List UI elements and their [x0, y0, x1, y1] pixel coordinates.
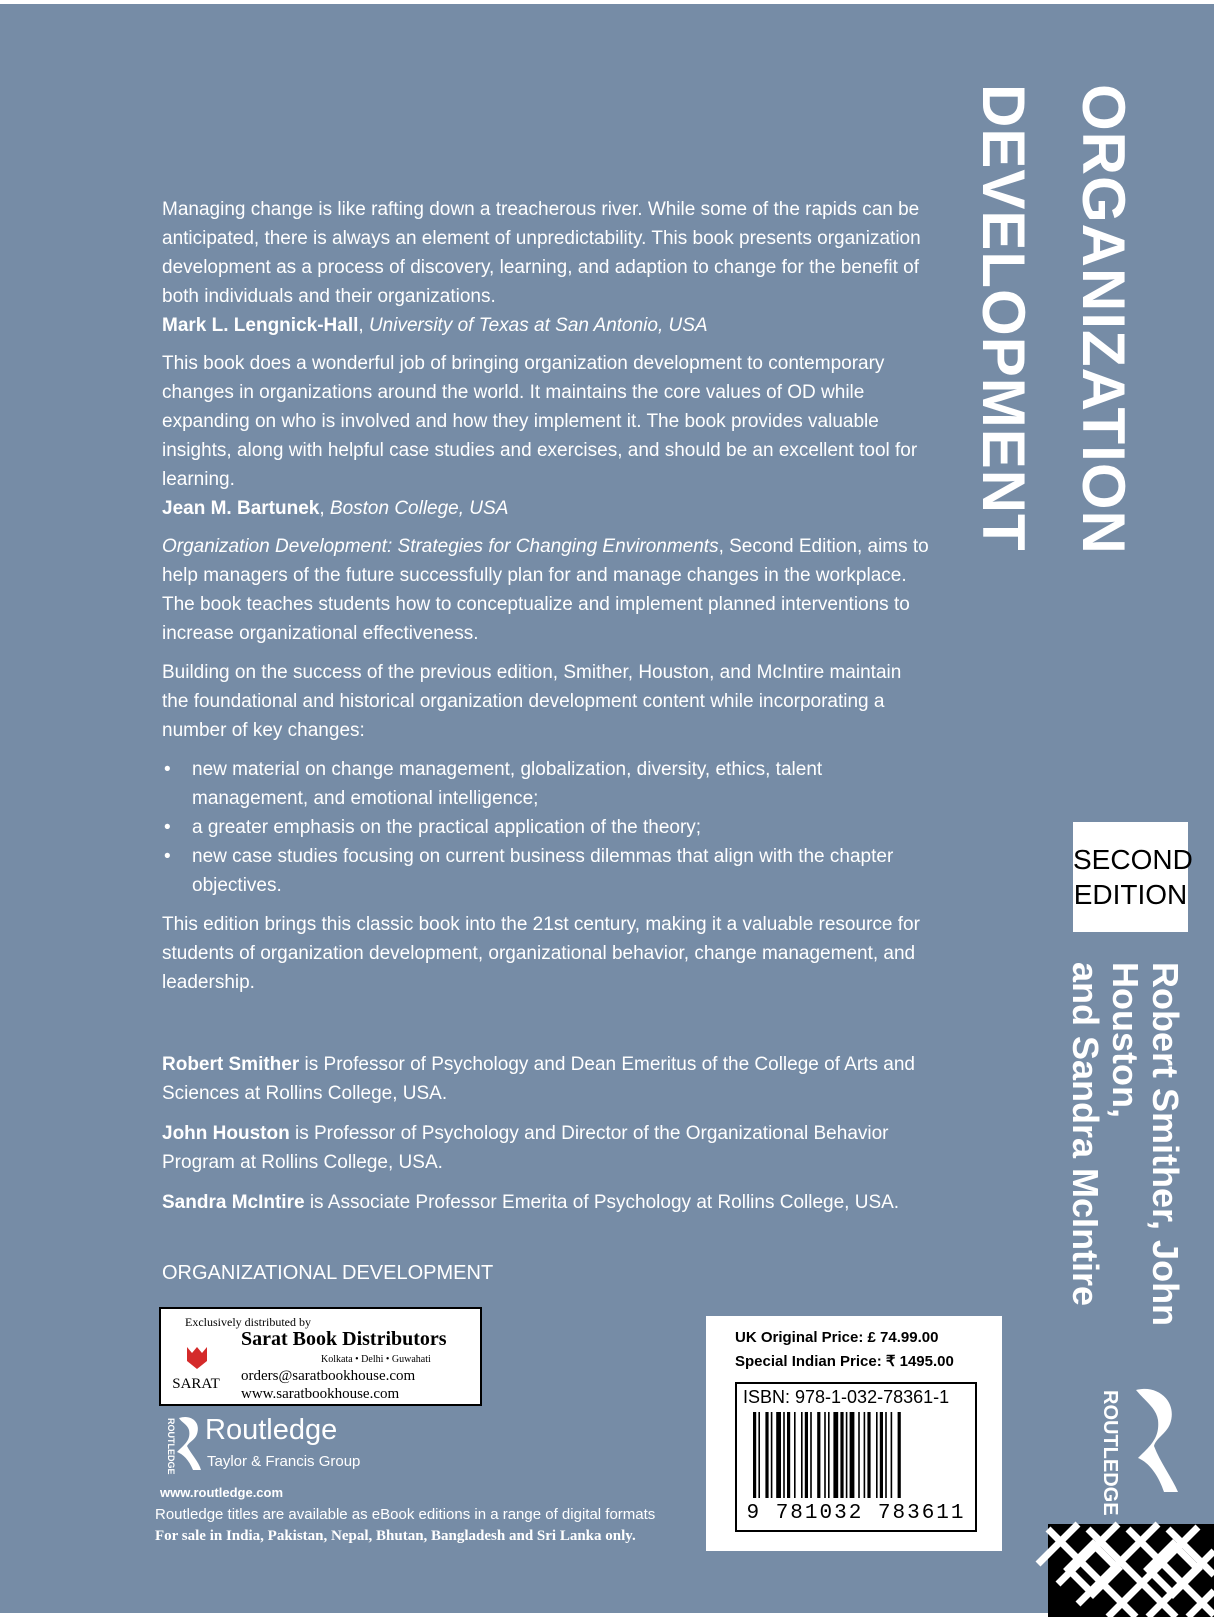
- list-item: • new material on change management, globalization, diversity, ethics, talent management, and emotional intelligence;: [162, 755, 932, 813]
- spine-pattern: [1048, 1524, 1214, 1617]
- svg-text:ROUTLEDGE: ROUTLEDGE: [166, 1418, 176, 1475]
- quote-1: Managing change is like rafting down a treacherous river. While some of the rapids can be anticipated, there is always an element of unpredictability. This book presents organization development as a process of discovery, learning, and adaption to change for the benefit of both individuals and their organizations. Mark L. Lengnick-Hall, University of Texas at San Antonio, USA: [162, 195, 932, 340]
- author-bio-text: is Associate Professor Emerita of Psychology at Rollins College, USA.: [304, 1192, 900, 1213]
- author-bio-text: is Professor of Psychology and Dean Emeritus of the College of Arts and Sciences at Rollins College, USA.: [162, 1054, 915, 1104]
- edition-line-1: SECOND: [1073, 844, 1193, 875]
- book-title-italic: Organization Development: Strategies for Changing Environments: [162, 536, 719, 557]
- description-para1: , Second Edition, aims to help managers of the future successfully plan for and manage changes in the workplace. The book teaches students how to conceptualize and implement planned interventions to increase organizational effectiveness.: [162, 536, 929, 644]
- description: [162, 532, 932, 997]
- distributor-name: Sarat Book Distributors: [241, 1328, 447, 1350]
- author-bios: [162, 1050, 932, 1217]
- author-bio-name: John Houston: [162, 1123, 290, 1144]
- author-bio-name: Sandra McIntire: [162, 1192, 305, 1213]
- spine-authors: [1065, 962, 1185, 1402]
- uk-price: UK Original Price: £ 74.99.00: [735, 1329, 939, 1346]
- quote-2-text: This book does a wonderful job of bringing organization development to contemporary changes in organizations around the world. It maintains the core values of OD while expanding on who is involved and how they implement it. The book provides valuable insights, along with helpful case studies and exercises, and should be an excellent tool for learning.: [162, 353, 918, 490]
- list-item: • new case studies focusing on current business dilemmas that align with the chapter objectives.: [162, 842, 932, 900]
- publisher-url: www.routledge.com: [160, 1485, 284, 1500]
- spine-authors-line-1: Robert Smither, John Houston,: [1105, 962, 1186, 1327]
- book-cover: [0, 4, 1214, 1613]
- spine-authors-line-2: and Sandra McIntire: [1065, 962, 1106, 1307]
- sarat-logo-text: SARAT: [172, 1376, 220, 1392]
- distributor-email: orders@saratbookhouse.com: [241, 1368, 416, 1384]
- quote-2: This book does a wonderful job of bringing organization development to contemporary changes in organizations around the world. It maintains the core values of OD while expanding on who is involved and how they implement it. The book provides valuable insights, along with helpful case studies and exercises, and should be an excellent tool for learning. Jean M. Bartunek, Boston College, USA: [162, 349, 932, 523]
- spine-title: ORGANIZATION DEVELOPMENT: [970, 84, 1137, 555]
- sale-territory: For sale in India, Pakistan, Nepal, Bhutan, Bangladesh and Sri Lanka only.: [155, 1528, 636, 1544]
- publisher-logo: [157, 1414, 397, 1474]
- list-item: • a greater emphasis on the practical application of the theory;: [162, 813, 932, 842]
- quote-1-author: Mark L. Lengnick-Hall: [162, 315, 359, 336]
- spine-routledge-icon: [1128, 1386, 1188, 1496]
- isbn-text: ISBN: 978-1-032-78361-1: [743, 1387, 950, 1407]
- ebook-note: Routledge titles are available as eBook editions in a range of digital formats: [155, 1506, 656, 1523]
- distributor-box: [159, 1307, 482, 1406]
- routledge-vertical-wordmark: [157, 1418, 176, 1475]
- quote-1-affiliation: University of Texas at San Antonio, USA: [368, 315, 708, 336]
- routledge-group: Taylor & Francis Group: [207, 1453, 361, 1470]
- quote-2-affiliation: Boston College, USA: [329, 498, 509, 519]
- edition-badge: [1073, 822, 1193, 932]
- price-box: [706, 1316, 1002, 1551]
- routledge-wordmark: Routledge: [205, 1414, 338, 1446]
- barcode-digits: 9 781032 783611: [746, 1502, 966, 1525]
- isbn-box: [735, 1382, 977, 1532]
- author-bio-text: is Professor of Psychology and Director of the Organizational Behavior Program at Rollins College, USA.: [162, 1123, 889, 1173]
- barcode-icon: [741, 1412, 971, 1500]
- quote-1-text: Managing change is like rafting down a treacherous river. While some of the rapids can be anticipated, there is always an element of unpredictability. This book presents organization development as a process of discovery, learning, and adaption to change for the benefit of both individuals and their organizations.: [162, 199, 921, 307]
- subject-category: ORGANIZATIONAL DEVELOPMENT: [162, 1262, 494, 1284]
- spine-publisher: ROUTLEDGE: [1099, 1390, 1121, 1516]
- sarat-logo-icon: [171, 1343, 221, 1393]
- routledge-head-icon: [173, 1414, 203, 1472]
- distributor-cities: Kolkata • Delhi • Guwahati: [321, 1354, 431, 1365]
- indian-price: Special Indian Price: ₹ 1495.00: [735, 1353, 954, 1370]
- key-changes-list: [162, 755, 932, 900]
- distributor-web: www.saratbookhouse.com: [241, 1386, 400, 1402]
- quote-2-author: Jean M. Bartunek: [162, 498, 320, 519]
- author-bio-name: Robert Smither: [162, 1054, 300, 1075]
- edition-line-2: EDITION: [1073, 879, 1188, 910]
- distributor-exclusive: Exclusively distributed by: [185, 1315, 311, 1329]
- back-cover: [0, 4, 1045, 1613]
- description-para2: Building on the success of the previous edition, Smither, Houston, and McIntire maintain the foundational and historical organization development content while incorporating a number of key changes:: [162, 662, 902, 741]
- description-para3: This edition brings this classic book into the 21st century, making it a valuable resource for students of organization development, organizational behavior, change management, and leadership.: [162, 914, 920, 993]
